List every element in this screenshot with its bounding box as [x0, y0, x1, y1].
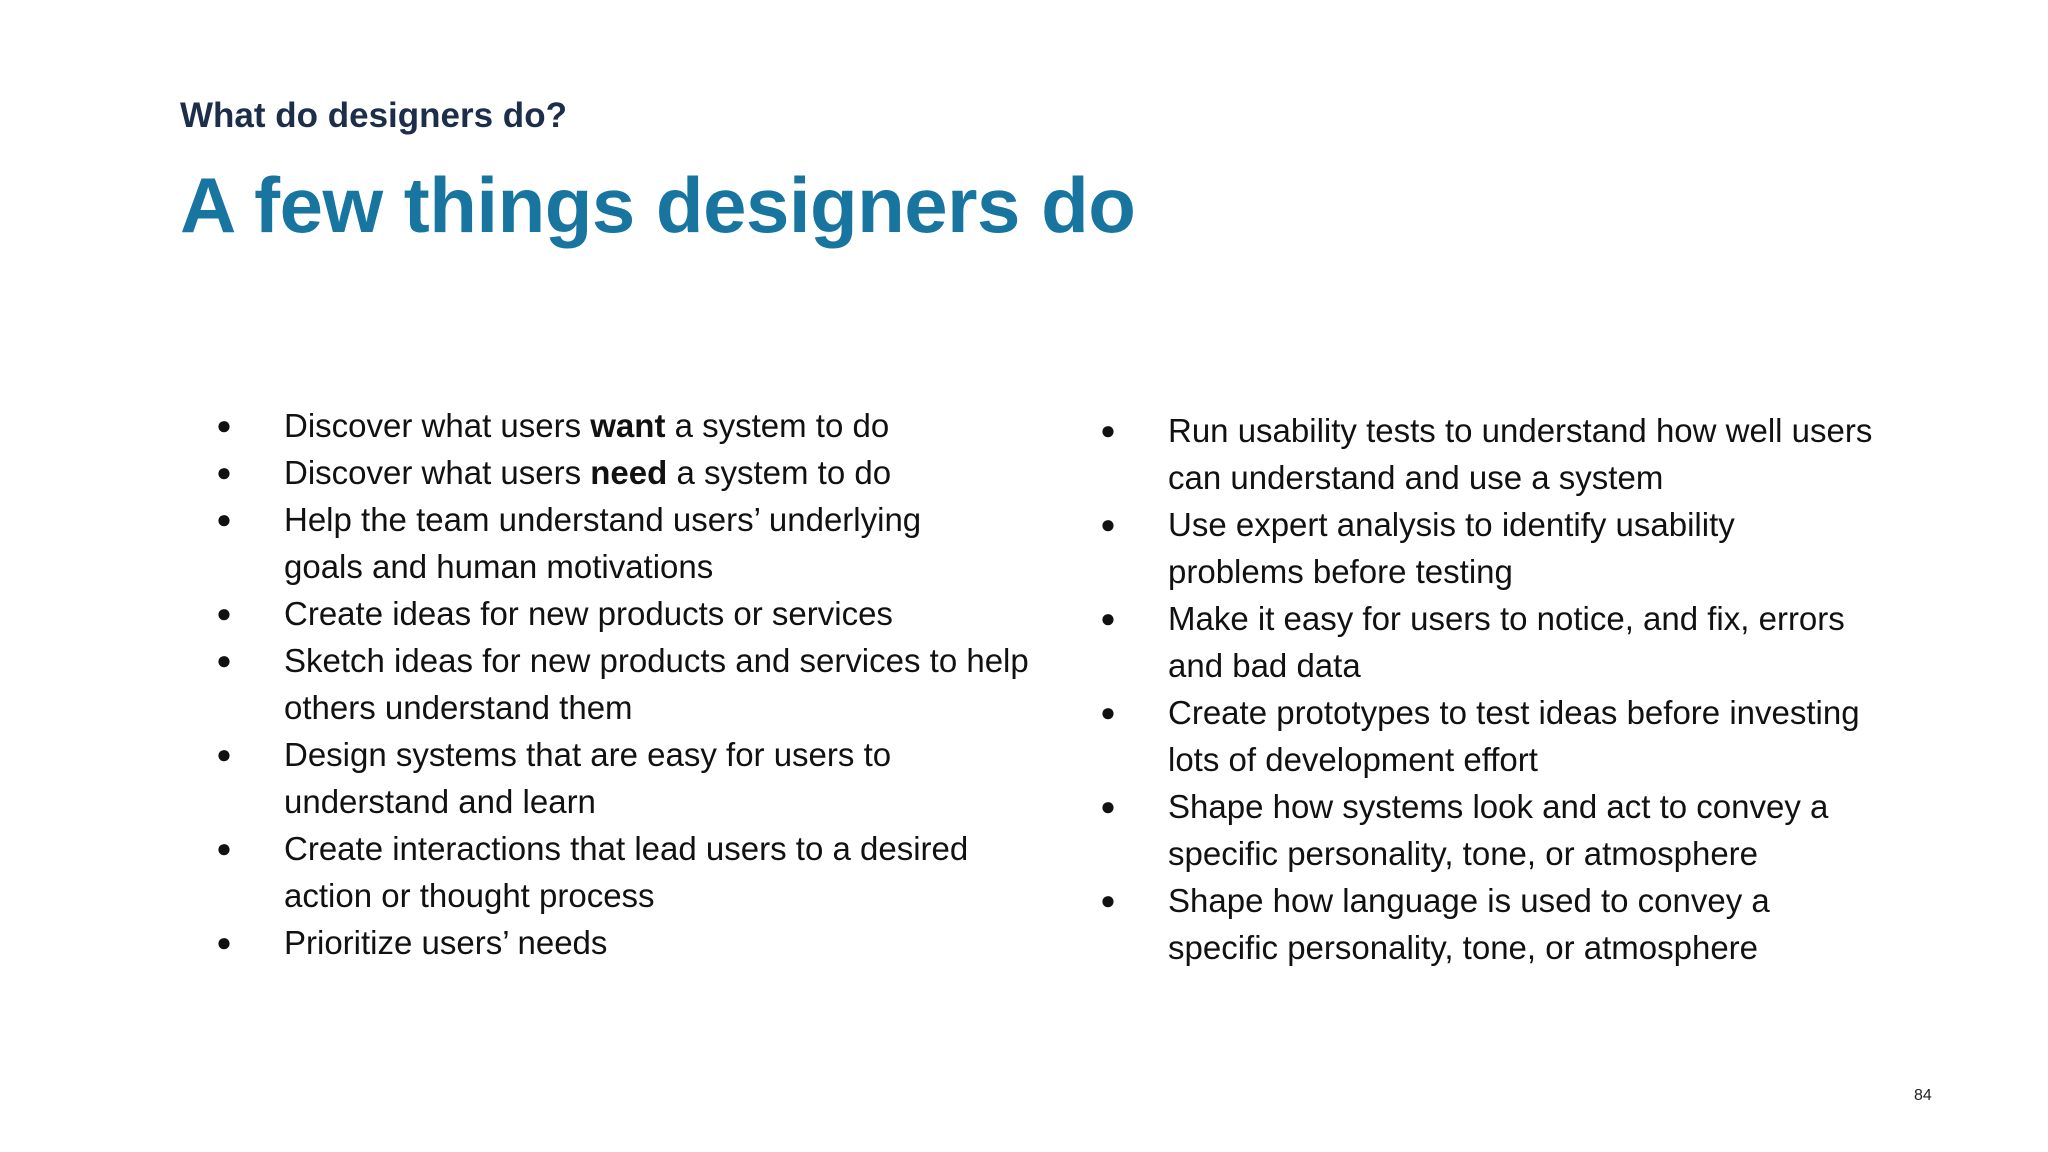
list-item: [214, 919, 1014, 966]
list-item-text: Shape how language is used to convey a specific personality, tone, or atmosphere: [1168, 882, 1770, 966]
list-item: [214, 402, 1014, 449]
list-item-text: Prioritize users’ needs: [284, 924, 608, 961]
slide-eyebrow: What do designers do?: [180, 96, 567, 135]
list-item-text: Create interactions that lead users to a desired action or thought process: [284, 830, 969, 914]
slide-title: A few things designers do: [180, 161, 1136, 249]
list-item-text: Run usability tests to understand how well users can understand and use a system: [1168, 412, 1873, 496]
bullet-icon: ●: [216, 833, 232, 863]
bullet-icon: ●: [1100, 885, 1116, 915]
list-item-text: Shape how systems look and act to convey a specific personality, tone, or atmosphere: [1168, 788, 1829, 872]
list-item: [1098, 877, 1868, 971]
bullet-icon: ●: [1100, 791, 1116, 821]
bullet-icon: ●: [216, 598, 232, 628]
list-item-text: Create prototypes to test ideas before investing lots of development effort: [1168, 694, 1860, 778]
list-item: [214, 731, 1004, 825]
list-item-text: Sketch ideas for new products and services to help others understand them: [284, 642, 1029, 726]
left-bullet-list: [214, 402, 1029, 966]
list-item-text: Make it easy for users to notice, and fix, errors and bad data: [1168, 600, 1845, 684]
list-item-text: Discover what users want a system to do: [284, 407, 890, 444]
list-item: [1098, 595, 1868, 689]
list-item: [214, 825, 984, 919]
list-item: [1098, 407, 1888, 501]
list-item: [1098, 689, 1868, 783]
list-item: [1098, 783, 1908, 877]
bullet-icon: ●: [1100, 509, 1116, 539]
bullet-icon: ●: [1100, 697, 1116, 727]
list-item-text: Create ideas for new products or services: [284, 595, 893, 632]
bullet-icon: ●: [1100, 603, 1116, 633]
bullet-icon: ●: [216, 645, 232, 675]
right-bullet-list: [1098, 407, 1958, 971]
list-item-text: Discover what users need a system to do: [284, 454, 892, 491]
bullet-icon: ●: [216, 504, 232, 534]
page-number: 84: [1914, 1087, 1932, 1104]
list-item: [214, 449, 1014, 496]
list-item-text: Help the team understand users’ underlying goals and human motivations: [284, 501, 922, 585]
list-item-text: Use expert analysis to identify usability problems before testing: [1168, 506, 1735, 590]
list-item: [214, 590, 1014, 637]
list-item: [214, 496, 1004, 590]
bullet-icon: ●: [216, 739, 232, 769]
bullet-icon: ●: [216, 927, 232, 957]
bullet-icon: ●: [1100, 415, 1116, 445]
list-item: [1098, 501, 1848, 595]
bullet-icon: ●: [216, 410, 232, 440]
list-item-text: Design systems that are easy for users to understand and learn: [284, 736, 892, 820]
bullet-icon: ●: [216, 457, 232, 487]
list-item: [214, 637, 1044, 731]
